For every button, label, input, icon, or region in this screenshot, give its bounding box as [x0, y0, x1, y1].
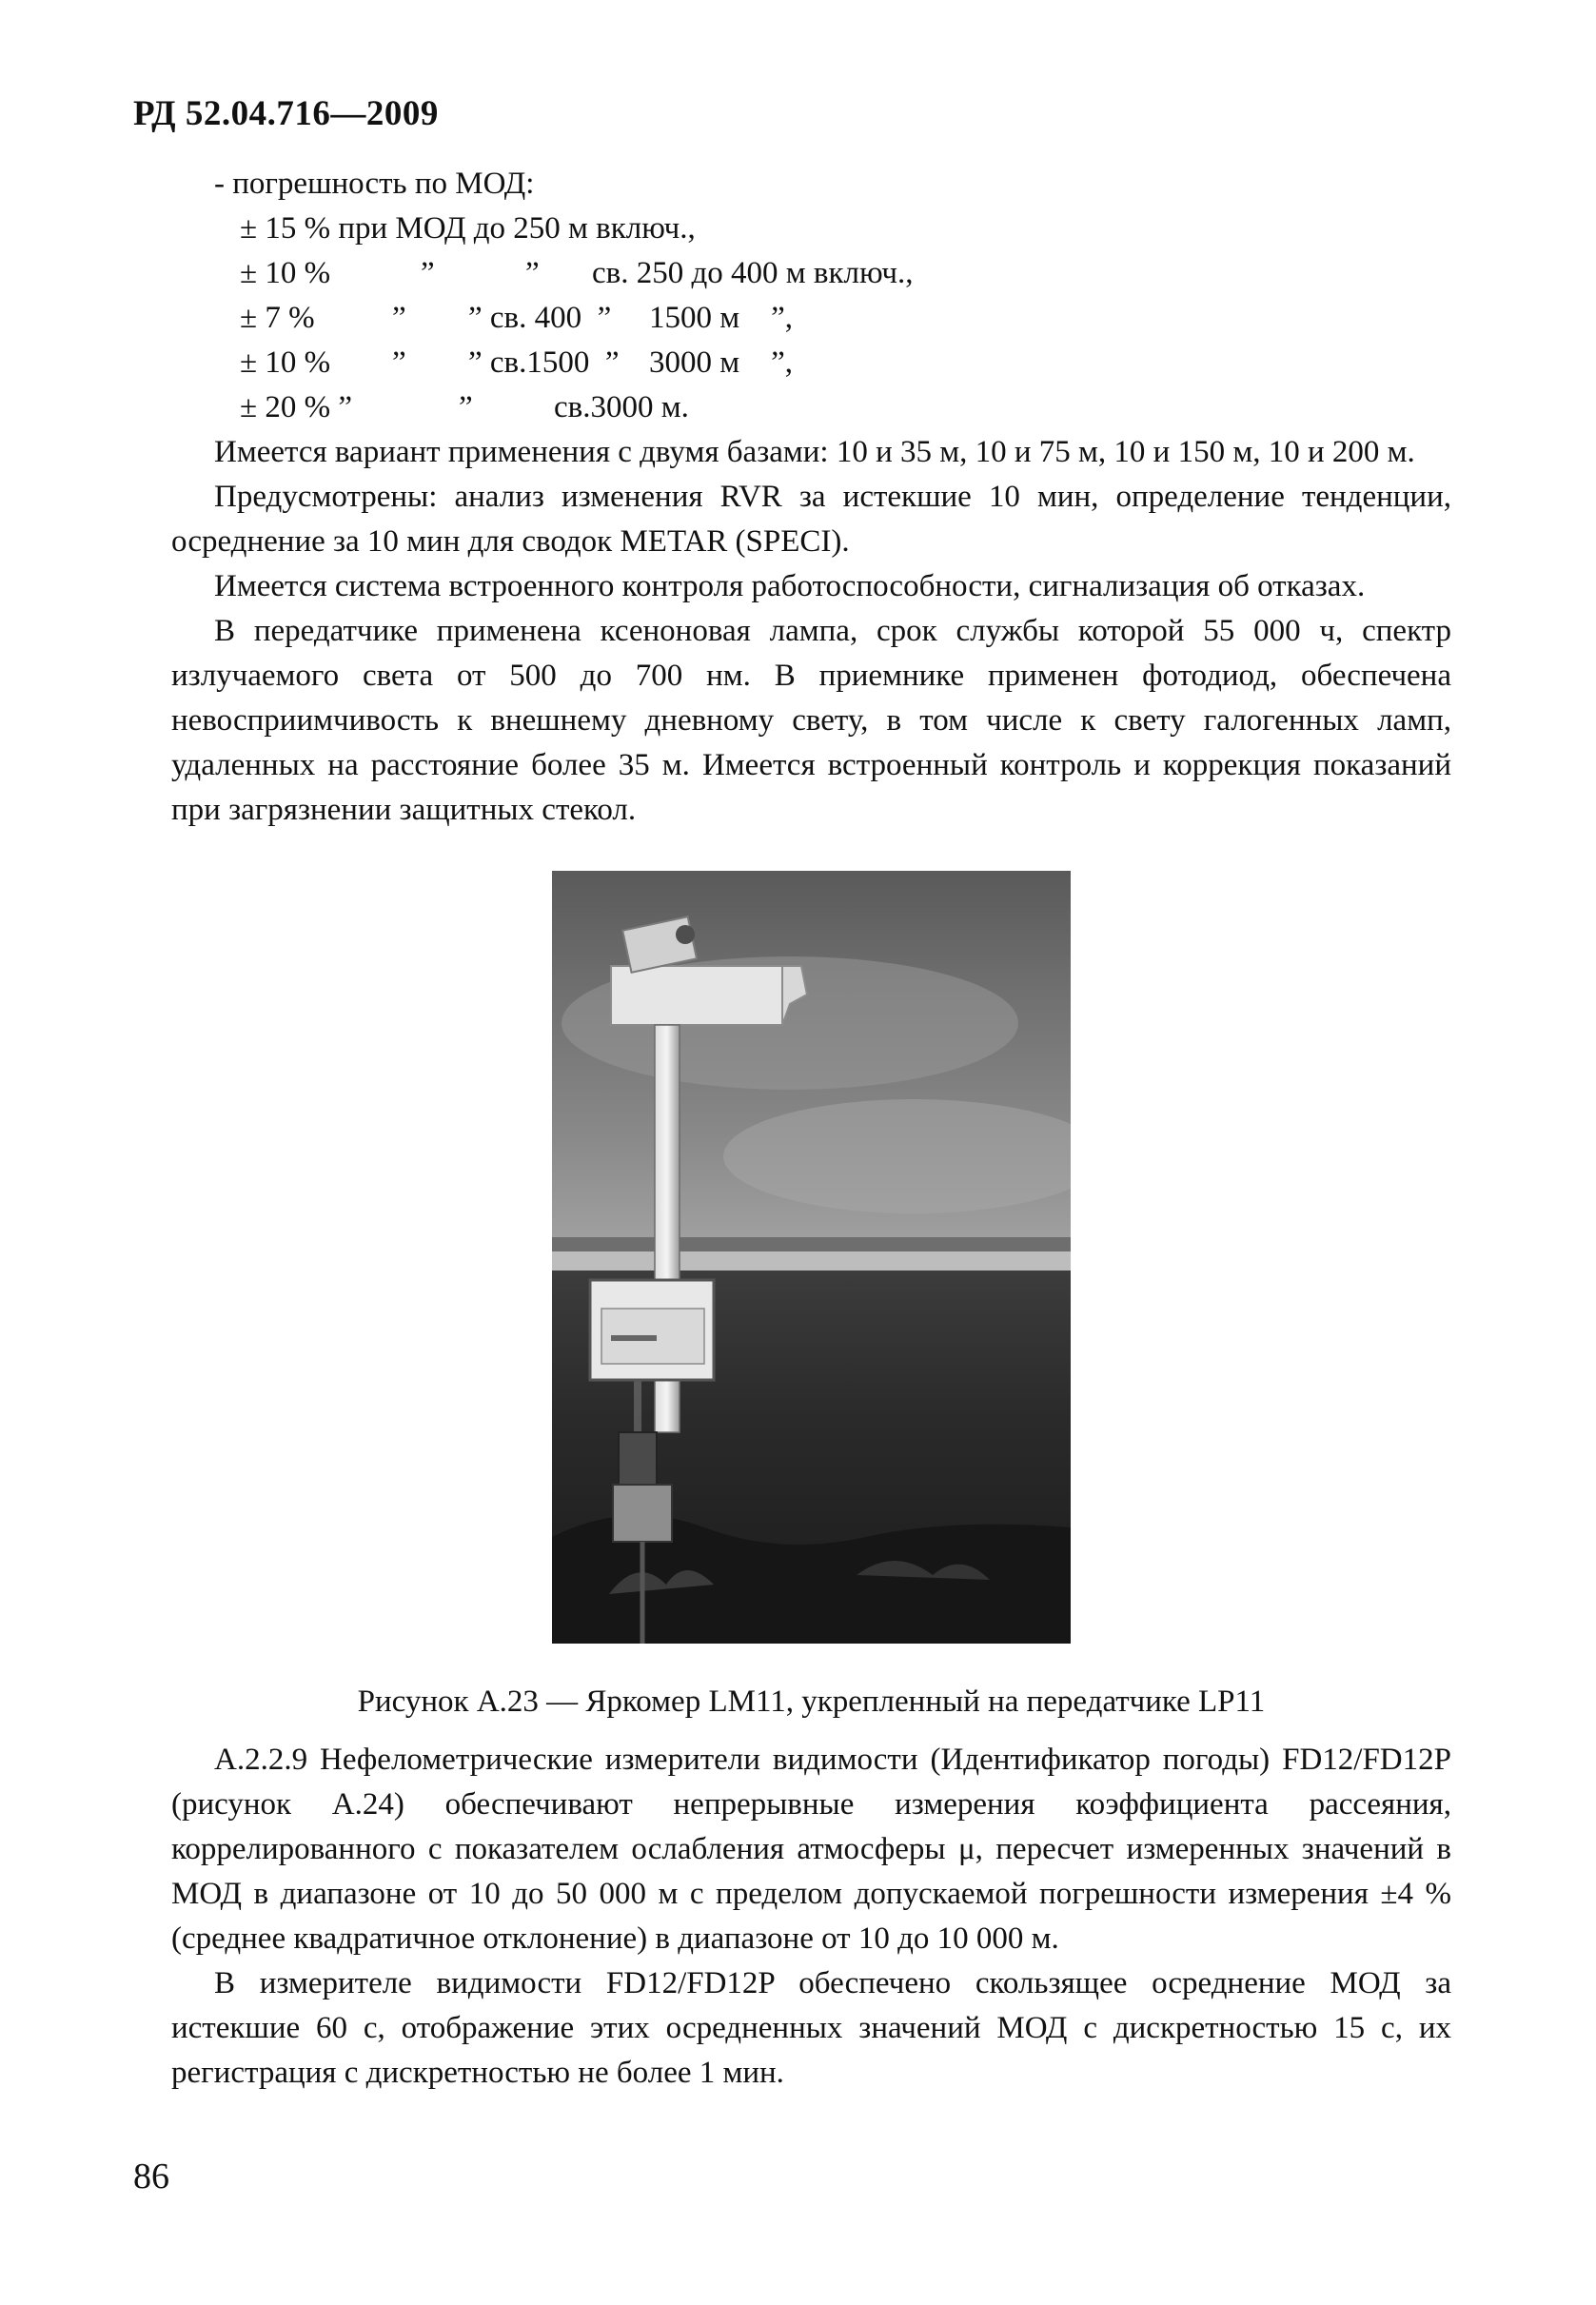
tolerance-value: ± 15 % при МОД до 250 м включ.,: [240, 211, 696, 246]
luminance-meter-photo: [552, 871, 1071, 1644]
paragraph-lamp: В передатчике применена ксеноновая лампа, срок службы которой 55 000 ч, спектр излучаемого света от 500 до 700 нм. В приемнике применен фотодиод, обеспечена невосприимчивость к внешнему дневному свету, в том числе к свету галогенных ламп, удаленных на расстояние более 35 м. Имеется встроенный контроль и коррекция показаний при загрязнении защитных стекол.: [171, 614, 1451, 827]
paragraph-averaging: В измерителе видимости FD12/FD12P обеспечено скользящее осреднение МОД за истекшие 60 с, отображение этих осредненных значений МОД с дискретностью 15 с, их регистрация с дискретностью не более 1 мин.: [171, 1966, 1451, 2090]
page-number: 86: [133, 2157, 169, 2197]
tolerance-row: [171, 251, 1451, 296]
tolerance-row: [171, 385, 1451, 430]
tolerance-range: 1500 м ”,: [649, 301, 794, 335]
tolerance-range: св.3000 м.: [554, 390, 689, 424]
tolerance-range-start: ” св. 400 ”: [468, 301, 612, 335]
tolerance-value: ± 20 % ”: [240, 390, 352, 424]
page-content: [171, 162, 1451, 2096]
tolerance-range-start: ” св.1500 ”: [468, 345, 620, 380]
tolerance-value: ± 7 %: [240, 301, 315, 335]
tolerance-intro: - погрешность по МОД:: [214, 167, 535, 201]
tolerance-value: ± 10 %: [240, 345, 331, 380]
ditto-mark: ”: [459, 390, 473, 424]
ditto-mark: ”: [525, 256, 540, 290]
figure-caption: Рисунок А.23 — Яркомер LM11, укрепленный на передатчике LP11: [357, 1684, 1266, 1719]
paragraph-fd12: А.2.2.9 Нефелометрические измерители видимости (Идентификатор погоды) FD12/FD12P (рисунок А.24) обеспечивают непрерывные измерения коэффициента рассеяния, коррелированного с показателем ослабления атмосферы μ, пересчет измеренных значений в МОД в диапазоне от 10 до 50 000 м с пределом допускаемой погрешности измерения ±4 % (среднее квадратичное отклонение) в диапазоне от 10 до 10 000 м.: [171, 1743, 1451, 1956]
tolerance-row: [171, 296, 1451, 341]
figure-photo: [552, 871, 1071, 1644]
document-code: РД 52.04.716—2009: [133, 94, 439, 133]
paragraph-control: Имеется система встроенного контроля работоспособности, сигнализация об отказах.: [214, 569, 1366, 603]
paragraph-bases: Имеется вариант применения с двумя базами: 10 и 35 м, 10 и 75 м, 10 и 150 м, 10 и 200 м.: [214, 435, 1415, 469]
ditto-mark: ”: [392, 345, 406, 380]
ditto-mark: ”: [421, 256, 435, 290]
tolerance-range: св. 250 до 400 м включ.,: [592, 256, 914, 290]
paragraph-analysis: Предусмотрены: анализ изменения RVR за истекшие 10 мин, определение тенденции, осреднение за 10 мин для сводок METAR (SPECI).: [171, 480, 1451, 559]
ditto-mark: ”: [392, 301, 406, 335]
tolerance-range: 3000 м ”,: [649, 345, 794, 380]
tolerance-row: [171, 341, 1451, 385]
tolerance-value: ± 10 %: [240, 256, 331, 290]
tolerance-row: [171, 207, 1451, 251]
